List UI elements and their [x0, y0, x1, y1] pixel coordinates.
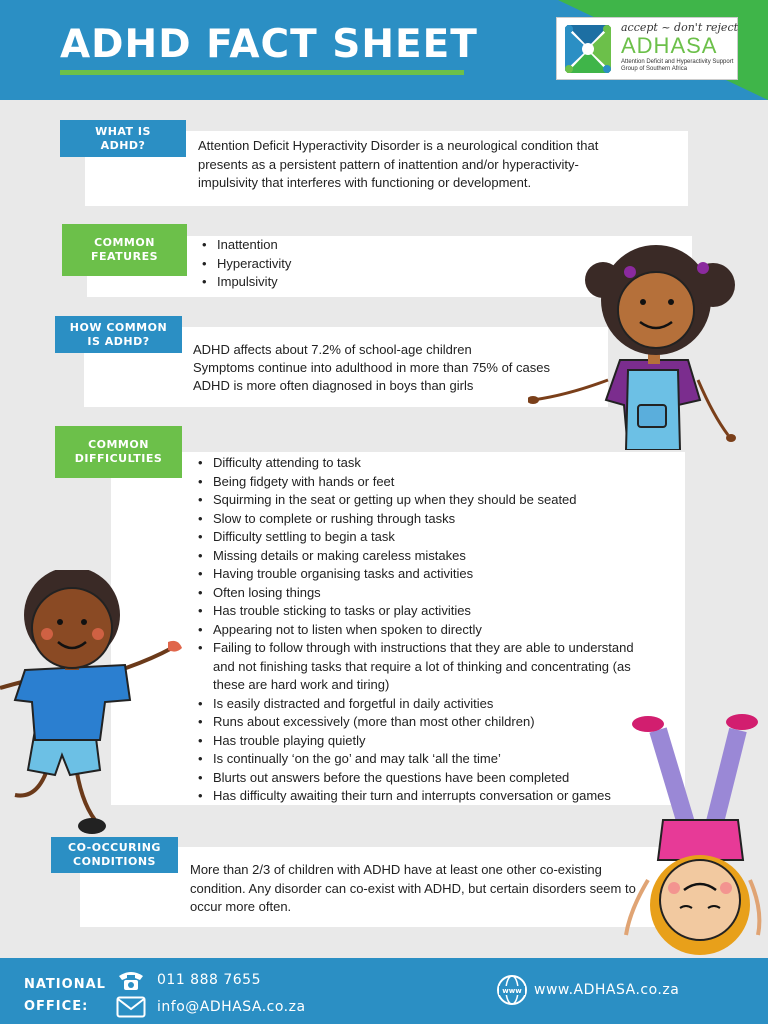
page-title: ADHD FACT SHEET [60, 22, 478, 67]
logo-subtitle: Attention Deficit and Hyperactivity Support Group of Southern Africa [621, 59, 734, 72]
feature-item: • Inattention [200, 236, 291, 255]
email-address[interactable]: info@ADHASA.co.za [157, 999, 306, 1015]
email-icon [116, 996, 146, 1018]
national-office-label: NATIONAL OFFICE: [24, 977, 106, 1014]
common-difficulties-card [111, 452, 685, 805]
footer-banner [0, 958, 768, 1024]
difficulty-item: • Difficulty settling to begin a task [196, 528, 656, 547]
difficulty-item: • Runs about excessively (more than most other children) [196, 713, 656, 732]
cooccurring-text: More than 2/3 of children with ADHD have at least one other co-existing condition. Any disorder can co-exist with ADHD, but certain disorders seem to occur more often. [190, 862, 636, 914]
difficulty-item: • Failing to follow through with instructions that they are able to understand and not finishing tasks that require a lot of thinking and concentrating (as these are hard work and tiring) [196, 639, 656, 695]
adhasa-logo-icon [561, 21, 615, 77]
difficulty-item: • Blurts out answers before the questions have been completed [196, 769, 656, 788]
difficulty-item: • Often losing things [196, 584, 656, 603]
difficulty-item: • Is continually ‘on the go’ and may talk ‘all the time’ [196, 750, 656, 769]
difficulty-item: • Being fidgety with hands or feet [196, 473, 656, 492]
what-is-adhd-text: Attention Deficit Hyperactivity Disorder is a neurological condition that presents as a persistent pattern of inattention and/or hyperactivity-impulsivity that interferes with functioning or development. [198, 138, 599, 190]
upside-down-girl-illustration [618, 710, 768, 970]
difficulty-item: • Difficulty attending to task [196, 454, 656, 473]
common-difficulties-label: COMMON DIFFICULTIES [55, 426, 182, 478]
www-badge-text: www [502, 987, 522, 995]
feature-item: • Impulsivity [200, 273, 291, 292]
how-common-line: ADHD affects about 7.2% of school-age children [193, 342, 472, 357]
difficulty-item: • Has trouble sticking to tasks or play activities [196, 602, 656, 621]
website-url[interactable]: www.ADHASA.co.za [534, 982, 680, 998]
logo-tagline: accept ~ don't reject [621, 21, 739, 34]
logo-brand: ADHASA [621, 33, 718, 58]
girl-illustration [528, 230, 758, 450]
adhasa-logo [556, 17, 738, 80]
difficulty-item: • Is easily distracted and forgetful in daily activities [196, 695, 656, 714]
phone-icon [116, 968, 146, 992]
difficulty-item: • Slow to complete or rushing through tasks [196, 510, 656, 529]
difficulty-item: • Squirming in the seat or getting up when they should be seated [196, 491, 656, 510]
how-common-label: HOW COMMON IS ADHD? [55, 316, 182, 353]
feature-item: • Hyperactivity [200, 255, 291, 274]
difficulty-item: • Has trouble playing quietly [196, 732, 656, 751]
how-common-line: ADHD is more often diagnosed in boys than girls [193, 378, 474, 393]
boy-illustration [0, 570, 190, 840]
website-icon [496, 974, 528, 1006]
difficulty-item: • Has difficulty awaiting their turn and interrupts conversation or games [196, 787, 656, 806]
difficulty-item: • Missing details or making careless mistakes [196, 547, 656, 566]
phone-number[interactable]: 011 888 7655 [157, 972, 261, 988]
what-is-adhd-label: WHAT IS ADHD? [60, 120, 186, 157]
title-underline [60, 70, 464, 75]
cooccurring-label: CO-OCCURING CONDITIONS [51, 837, 178, 873]
how-common-line: Symptoms continue into adulthood in more than 75% of cases [193, 360, 550, 375]
difficulty-item: • Appearing not to listen when spoken to directly [196, 621, 656, 640]
common-features-label: COMMON FEATURES [62, 224, 187, 276]
difficulty-item: • Having trouble organising tasks and activities [196, 565, 656, 584]
